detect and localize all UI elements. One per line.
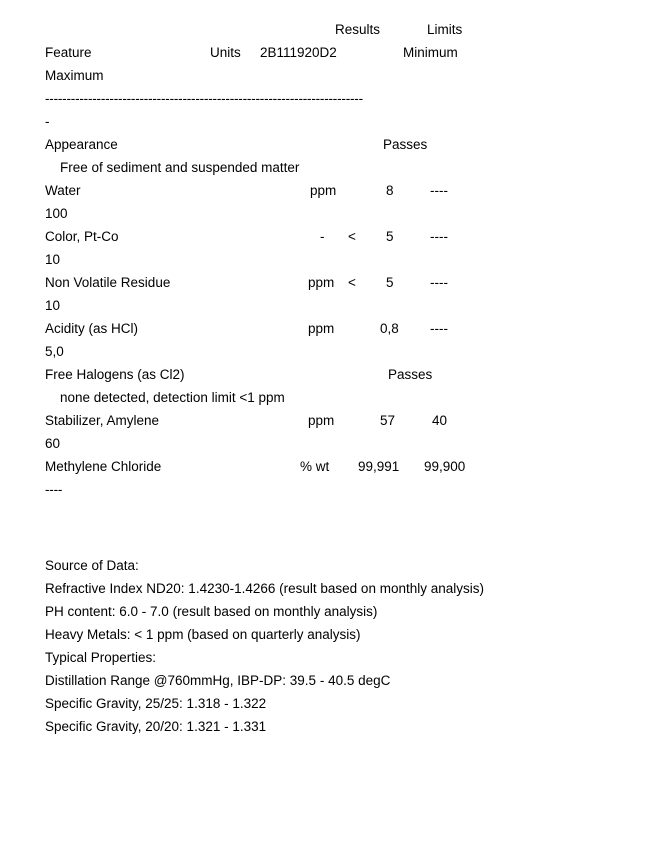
row-result: 8 (386, 183, 394, 198)
certificate-of-analysis (45, 18, 605, 738)
table-row (45, 317, 605, 340)
row-limit-max: 10 (45, 252, 61, 267)
row-feature: Water (45, 183, 81, 198)
row-units: - (320, 229, 325, 244)
row-limit-max: 10 (45, 298, 61, 313)
row-feature: Methylene Chloride (45, 459, 162, 474)
row-result: Passes (388, 367, 433, 382)
row-result: 99,991 (358, 459, 400, 474)
row-feature: Acidity (as HCl) (45, 321, 139, 336)
row-limit-max: 5,0 (45, 344, 64, 359)
row-note: Free of sediment and suspended matter (60, 160, 300, 175)
header-divider: -------------------------------------------------------------------------- (45, 91, 363, 106)
row-units: ppm (310, 183, 337, 198)
row-limit-max: ---- (45, 482, 63, 497)
table-header-row-1 (45, 18, 605, 41)
maximum-column-header: Maximum (45, 68, 104, 83)
row-limit-min: 40 (432, 413, 448, 428)
row-note: none detected, detection limit <1 ppm (60, 390, 285, 405)
row-result: 0,8 (380, 321, 399, 336)
limits-column-header: Limits (427, 22, 463, 37)
row-limit-max: 60 (45, 436, 61, 451)
table-row (45, 455, 605, 478)
feature-column-header: Feature (45, 45, 92, 60)
section-spacer (45, 501, 605, 531)
row-limit-min: ---- (430, 183, 448, 198)
table-row (45, 225, 605, 248)
row-limit-min: ---- (430, 321, 448, 336)
table-header-row-2 (45, 41, 605, 64)
row-feature: Non Volatile Residue (45, 275, 171, 290)
row-feature: Stabilizer, Amylene (45, 413, 160, 428)
row-limit-min: ---- (430, 275, 448, 290)
row-feature: Color, Pt-Co (45, 229, 119, 244)
footer-line: Heavy Metals: < 1 ppm (based on quarterly analysis) (45, 627, 361, 642)
row-result: Passes (383, 137, 428, 152)
footer-line: Distillation Range @760mmHg, IBP-DP: 39.5 - 40.5 degC (45, 673, 391, 688)
row-units: % wt (300, 459, 330, 474)
footer-line: PH content: 6.0 - 7.0 (result based on monthly analysis) (45, 604, 378, 619)
footer-line: Refractive Index ND20: 1.4230-1.4266 (result based on monthly analysis) (45, 581, 484, 596)
header-divider-wrap: - (45, 114, 50, 129)
row-limit-min: 99,900 (424, 459, 466, 474)
units-column-header: Units (210, 45, 241, 60)
table-row (45, 271, 605, 294)
row-units: ppm (308, 321, 335, 336)
row-less-than: < (348, 275, 356, 290)
row-feature: Appearance (45, 137, 118, 152)
section-spacer-2 (45, 531, 605, 554)
footer-line: Specific Gravity, 20/20: 1.321 - 1.331 (45, 719, 267, 734)
row-result: 57 (380, 413, 396, 428)
table-row (45, 179, 605, 202)
row-limit-max: 100 (45, 206, 68, 221)
row-limit-min: ---- (430, 229, 448, 244)
table-row (45, 133, 605, 156)
row-result: 5 (386, 229, 394, 244)
row-units: ppm (308, 413, 335, 428)
results-column-header: Results (335, 22, 381, 37)
source-of-data-title: Source of Data: (45, 558, 139, 573)
table-row (45, 409, 605, 432)
batch-column-header: 2B111920D2 (260, 45, 337, 60)
row-result: 5 (386, 275, 394, 290)
footer-line: Specific Gravity, 25/25: 1.318 - 1.322 (45, 696, 267, 711)
typical-properties-title: Typical Properties: (45, 650, 157, 665)
row-less-than: < (348, 229, 356, 244)
row-units: ppm (308, 275, 335, 290)
table-row (45, 363, 605, 386)
row-feature: Free Halogens (as Cl2) (45, 367, 185, 382)
minimum-column-header: Minimum (403, 45, 458, 60)
